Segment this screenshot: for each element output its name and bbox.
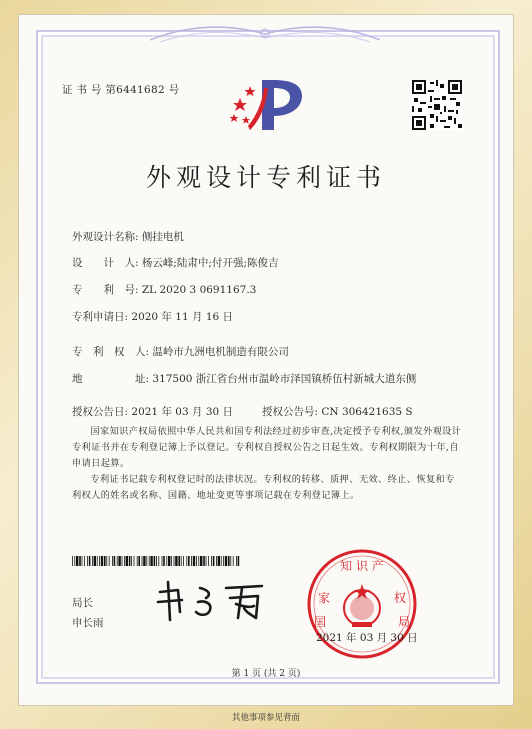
grant-number-row (262, 404, 413, 419)
page-number: 第 1 页 (共 2 页) (231, 669, 301, 679)
patent-office-logo-icon (228, 76, 306, 134)
barcode-icon (72, 556, 240, 566)
page-title: 外观设计专利证书 (145, 163, 386, 192)
certificate-paragraph-2: 专利证书记载专利权登记时的法律状况。专利权的转移、质押、无效、终止、恢复和专利权人的姓名或名称、国籍、地址变更等事项记载在专利登记簿上。 (72, 474, 455, 501)
filing-date-label: 专利申请日: (72, 311, 129, 323)
patent-number-value: ZL 2020 3 0691167.3 (141, 284, 257, 296)
patentee-row (72, 344, 289, 359)
qr-code-icon (412, 80, 462, 130)
grant-number-label: 授权公告号: (262, 406, 319, 418)
grant-date-value: 2021 年 03 月 30 日 (131, 406, 234, 418)
filing-date-row (72, 309, 233, 324)
grant-number-value: CN 306421635 S (321, 406, 413, 418)
footer-note: 其他事项参见背面 (231, 713, 300, 723)
address-label: 地 址: (72, 373, 150, 385)
signatory-name: 申长雨 (72, 617, 104, 629)
patent-number-row (72, 282, 256, 297)
designer-value: 杨云峰;陆肃中;付开强;陈俊吉 (141, 257, 279, 269)
patent-number-label: 专 利 号: (72, 284, 139, 296)
designer-row (72, 255, 279, 270)
grant-date-label: 授权公告日: (72, 406, 129, 418)
svg-text:知 识 产: 知 识 产 (340, 559, 384, 573)
svg-text:权: 权 (393, 591, 407, 605)
address-value: 317500 浙江省台州市温岭市泽国镇桥伍村新城大道东侧 (152, 373, 417, 385)
design-name-label: 外观设计名称: (72, 231, 139, 243)
patentee-value: 温岭市九洲电机制造有限公司 (152, 346, 289, 358)
design-name-row (72, 229, 184, 244)
svg-text:局: 局 (397, 615, 411, 629)
signatory-title: 局长 (72, 597, 93, 609)
grant-date-row (72, 404, 233, 419)
ornament-icon (150, 22, 380, 46)
certificate-number: 证 书 号 第6441682 号 (62, 84, 180, 96)
svg-text:国: 国 (313, 615, 327, 629)
design-name-value: 侧挂电机 (141, 231, 184, 243)
filing-date-value: 2020 年 11 月 16 日 (131, 311, 234, 323)
designer-label: 设 计 人: (72, 257, 139, 269)
patentee-label: 专 利 权 人: (72, 346, 150, 358)
handwritten-signature-icon (150, 578, 270, 624)
certificate-paragraph-1: 国家知识产权局依照中华人民共和国专利法经过初步审查,决定授予专利权,颁发外观设计专利证书并在专利登记簿上予以登记。专利权自授权公告之日起生效。专利权期限为十年,自申请日起算。 (72, 426, 462, 469)
address-row (72, 371, 416, 386)
svg-text:家: 家 (317, 591, 331, 605)
seal-date: 2021 年 03 月 30 日 (316, 632, 418, 644)
